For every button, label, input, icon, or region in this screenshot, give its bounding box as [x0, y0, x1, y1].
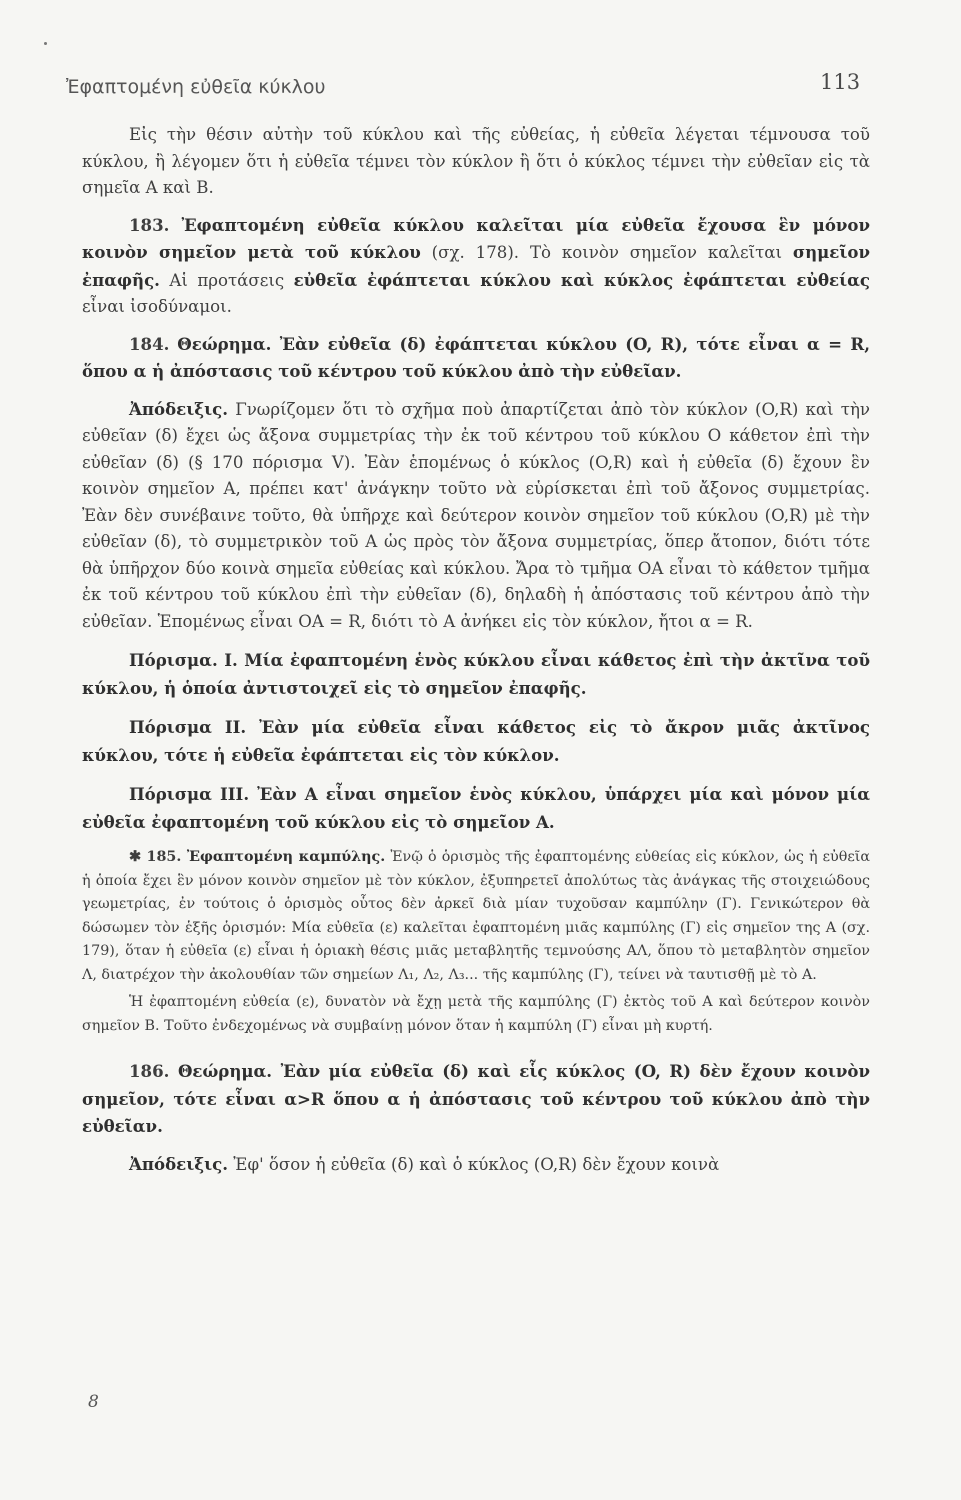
signature-mark: 8 — [88, 1392, 99, 1412]
section-183: 183. Ἐφαπτομένη εὐθεῖα κύκλου καλεῖται μία εὐθεῖα ἔχουσα ἓν μόνον κοινὸν σημεῖον μετὰ τοῦ κύκλου (σχ. 178). Τὸ κοινὸν σημεῖον καλεῖται σημεῖον ἐπαφῆς. Αἱ προτάσεις εὐθεῖα ἐφάπτεται κύκλου καὶ κύκλος ἐφάπτεται εὐθείας εἶναι ἰσοδύναμοι. — [82, 214, 870, 316]
section-185-note: Ἡ ἐφαπτομένη εὐθεία (ε), δυνατὸν νὰ ἔχῃ μετὰ τῆς καμπύλης (Γ) ἐκτὸς τοῦ A καὶ δεύτερον κοινὸν σημεῖον B. Τοῦτο ἐνδεχομένως νὰ συμβαίνῃ μόνον ὅταν ἡ καμπύλη (Γ) εἶναι μὴ κυρτή. — [82, 994, 870, 1034]
corollary-2: Πόρισμα II. Ἐὰν μία εὐθεῖα εἶναι κάθετος εἰς τὸ ἄκρον μιᾶς ἀκτῖνος κύκλου, τότε ἡ εὐθεῖα ἐφάπτεται εἰς τὸν κύκλον. — [82, 717, 870, 765]
paragraph-secant: Εἰς τὴν θέσιν αὐτὴν τοῦ κύκλου καὶ τῆς εὐθείας, ἡ εὐθεῖα λέγεται τέμνουσα τοῦ κύκλου, ἢ λέγομεν ὅτι ἡ εὐθεῖα τέμνει τὸν κύκλον ἢ ὅτι ὁ κύκλος τέμνει τὴν εὐθεῖαν εἰς τὰ σημεῖα A καὶ B. — [82, 125, 870, 197]
running-header: Ἐφαπτομένη εὐθεῖα κύκλου — [66, 76, 326, 98]
ink-speck — [44, 42, 47, 45]
proof-186: Ἀπόδειξις. Ἐφ' ὅσον ἡ εὐθεῖα (δ) καὶ ὁ κύκλος (O,R) δὲν ἔχουν κοινὰ — [129, 1153, 720, 1174]
corollary-3: Πόρισμα III. Ἐὰν A εἶναι σημεῖον ἑνὸς κύκλου, ὑπάρχει μία καὶ μόνον μία εὐθεῖα ἐφαπτομένη τοῦ κύκλου εἰς τὸ σημεῖον A. — [82, 784, 870, 832]
section-186-theorem: 186. Θεώρημα. Ἐὰν μία εὐθεῖα (δ) καὶ εἷς κύκλος (O, R) δὲν ἔχουν κοινὸν σημεῖον, τότε εἶναι α>R ὅπου α ἡ ἀπόστασις τοῦ κέντρου τοῦ κύκλου ἀπὸ τὴν εὐθεῖαν. — [82, 1061, 870, 1136]
corollary-1: Πόρισμα. I. Μία ἐφαπτομένη ἑνὸς κύκλου εἶναι κάθετος ἐπὶ τὴν ἀκτῖνα τοῦ κύκλου, ἡ ὁποία ἀντιστοιχεῖ εἰς τὸ σημεῖον ἐπαφῆς. — [82, 650, 870, 698]
page-number: 113 — [820, 70, 861, 94]
page-body — [82, 122, 870, 1188]
section-184-theorem: 184. Θεώρημα. Ἐὰν εὐθεῖα (δ) ἐφάπτεται κύκλου (O, R), τότε εἶναι α = R, ὅπου α ἡ ἀπόστασις τοῦ κέντρου τοῦ κύκλου ἀπὸ τὴν εὐθεῖαν. — [82, 333, 870, 381]
proof-184: Ἀπόδειξις. Γνωρίζομεν ὅτι τὸ σχῆμα ποὺ ἀπαρτίζεται ἀπὸ τὸν κύκλον (O,R) καὶ τὴν εὐθεῖαν (δ) ἔχει ὡς ἄξονα συμμετρίας τὴν ἐκ τοῦ κέντρου τοῦ κύκλου O κάθετον ἐπὶ τὴν εὐθεῖαν (δ) (§ 170 πόρισμα V). Ἐὰν ἑπομένως ὁ κύκλος (O,R) καὶ ἡ εὐθεῖα (δ) ἔχουν ἓν κοινὸν σημεῖον A, πρέπει κατ' ἀνάγκην τοῦτο νὰ εὑρίσκεται ἐπὶ τοῦ ἄξονος συμμετρίας. Ἐὰν δὲν συνέβαινε τοῦτο, θὰ ὑπῆρχε καὶ δεύτερον κοινὸν σημεῖον τοῦ κύκλου (O,R) μὲ τὴν εὐθεῖαν (δ), τὸ συμμετρικὸν τοῦ A ὡς πρὸς τὸν ἄξονα συμμετρίας, ὅπερ ἄτοπον, διότι τότε θὰ ὑπῆρχον δύο κοινὰ σημεῖα εὐθείας καὶ κύκλου. Ἄρα τὸ τμῆμα OA εἶναι τὸ κάθετον τμῆμα ἐκ τοῦ κέντρου τοῦ κύκλου ἐπὶ τὴν εὐθεῖαν (δ), δηλαδὴ ἡ ἀπόστασις τοῦ κέντρου ἀπὸ τὴν εὐθεῖαν. Ἑπομένως εἶναι OA = R, διότι τὸ A ἀνήκει εἰς τὸν κύκλον, ἤτοι α = R. — [82, 398, 870, 631]
section-185-curve-tangent: ✱ 185. Ἐφαπτομένη καμπύλης. Ἐνῷ ὁ ὁρισμὸς τῆς ἐφαπτομένης εὐθείας εἰς κύκλον, ὡς ἡ εὐθεῖα ἡ ὁποία ἔχει ἓν μόνον κοινὸν σημεῖον μὲ τὸν κύκλον, ἐξυπηρετεῖ ἀπολύτως τὰς ἀνάγκας τῆς στοιχειώδους γεωμετρίας, ἐν τούτοις ὁ ὁρισμὸς οὗτος δὲν ἀρκεῖ διὰ μίαν τυχοῦσαν καμπύλην (Γ). Γενικώτερον θὰ δώσωμεν τὸν ἑξῆς ὁρισμόν: Μία εὐθεῖα (ε) καλεῖται ἐφαπτομένη μιᾶς καμπύλης (Γ) εἰς σημεῖον της A (σχ. 179), ὅταν ἡ εὐθεῖα (ε) εἶναι ἡ ὁριακὴ θέσις μιᾶς μεταβλητῆς τεμνούσης AΛ, ὅπου τὸ μεταβλητὸν σημεῖον Λ, διατρέχον τὴν ἀκολουθίαν τῶν σημείων Λ₁, Λ₂, Λ₃... τῆς καμπύλης (Γ), τείνει νὰ ταυτισθῇ μὲ τὸ A. — [82, 849, 870, 983]
